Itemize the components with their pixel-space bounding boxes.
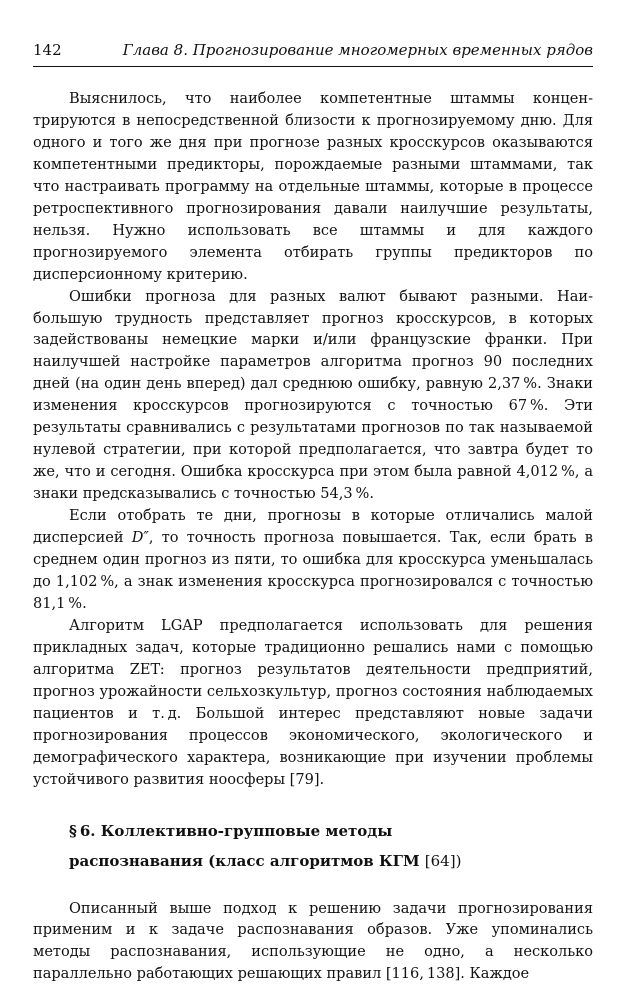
page-number: 142	[33, 41, 62, 59]
section-body	[33, 898, 593, 986]
paragraph-dispersion-text-before: Если отобрать те дни, прогнозы в которые отличались малой дисперсией	[33, 507, 593, 547]
section-title-part-2: распознавания (класс алгоритмов КГМ	[69, 851, 420, 870]
paragraph-dispersion-text-after: , то точность прогноза повышается. Так, если брать в среднем один прогноз из пяти, то ошибка для кросскурса уменьшалась до 1,102 %, а знак изменения кросскурса прогнозировался с точностью 81,1 %.	[33, 529, 593, 612]
body-text	[33, 88, 593, 985]
dispersion-symbol: D″	[131, 529, 149, 547]
section-title-part-1: Коллективно-групповые методы	[100, 821, 393, 840]
section-reference: [64])	[424, 851, 462, 870]
paragraph-strains: Выяснилось, что наиболее компетентные штаммы концентрируются в непосредственной близости к прогнозируемому дню. Для одного и того же дня при прогнозе разных кросскурсов оказываются компетентными предикторы, порождаемые разными штаммами, так что настраивать программу на отдельные штаммы, которые в процессе ретроспективного прогнозирования давали наилучшие результаты, нельзя. Нужно использовать все штаммы и для каждого прогнозируемого элемента отбирать группы предикторов по дисперсионному критерию.	[33, 90, 593, 283]
section-heading-line-1	[69, 816, 593, 846]
running-head	[33, 40, 593, 67]
paragraph-lgap: Алгоритм LGAP предполагается использовать для решения прикладных задач, которые традиционно решались нами с помощью алгоритма ZET: прогноз результатов деятельности предприятий, прогноз урожайности сельхозкультур, прогноз состояния наблюдаемых пациентов и т. д. Большой интерес представляют новые задачи прогнозирования процессов экономического, экологического и демографического характера, возникающие при изучении проблемы устойчивого развития ноосферы [79].	[33, 616, 593, 788]
section-heading-line-2	[69, 846, 593, 876]
section-heading	[33, 816, 593, 876]
section-number: § 6.	[69, 821, 96, 840]
paragraph-dispersion	[33, 505, 593, 615]
chapter-title: Глава 8. Прогнозирование многомерных временных рядов	[122, 41, 593, 59]
paragraph-forecast-errors: Ошибки прогноза для разных валют бывают разными. Наибольшую трудность представляет прогноз кросскурсов, в которых задействованы немецкие марки и/или французские франки. При наилучшей настройке параметров алгоритма прогноз 90 последних дней (на один день вперед) дал среднюю ошибку, равную 2,37 %. Знаки изменения кросскурсов прогнозируются с точностью 67 %. Эти результаты сравнивались с результатами прогнозов по так называемой нулевой стратегии, при которой предполагается, что завтра будет то же, что и сегодня. Ошибка кросскурса при этом была равной 4,012 %, а знаки предсказывались с точностью 54,3 %.	[33, 287, 593, 503]
paragraph-recognition: Описанный выше подход к решению задачи прогнозирования применим и к задаче распознавания образов. Уже упоминались методы распознавания, использующие не одно, а несколько параллельно работающих решающих правил [116, 138]. Каждое	[33, 899, 593, 983]
book-page	[33, 40, 593, 985]
